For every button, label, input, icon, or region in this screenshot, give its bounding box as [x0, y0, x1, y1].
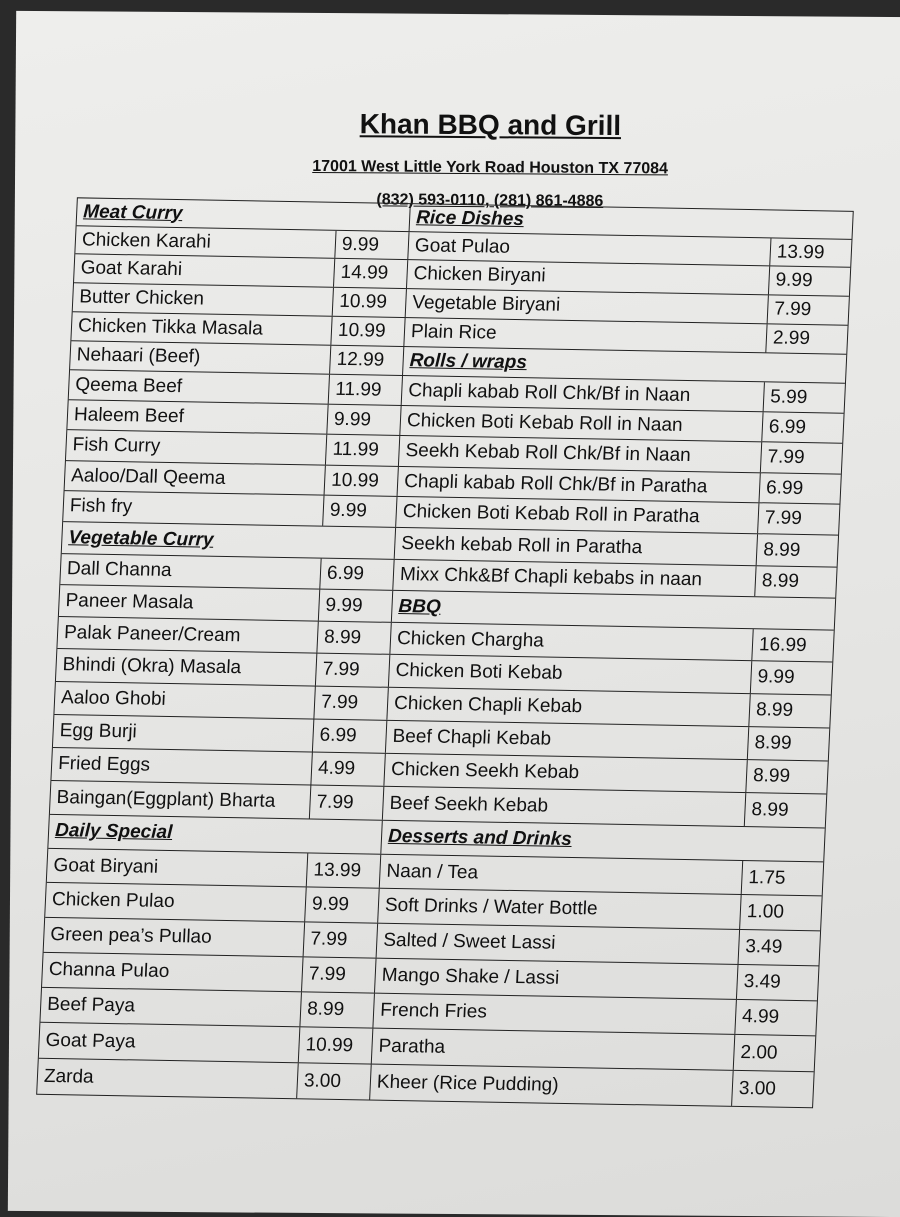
item-price: 7.99 [302, 957, 377, 992]
section-header: Rice Dishes [415, 206, 525, 230]
item-price: 7.99 [310, 786, 384, 820]
item-name: Salted / Sweet Lassi [377, 923, 740, 963]
item-price: 7.99 [764, 507, 803, 530]
item-name: Chicken Seekh Kebab [384, 754, 747, 793]
item-price: 8.99 [761, 570, 800, 592]
item-price: 4.99 [311, 752, 385, 786]
item-name: Paneer Masala [59, 585, 320, 620]
item-price: 1.00 [746, 901, 785, 923]
item-name: Chicken Boti Kebab [389, 655, 752, 693]
item-price: 9.99 [323, 496, 397, 527]
menu-paper [8, 11, 900, 1217]
item-name: Butter Chicken [73, 283, 334, 315]
item-name: Baingan(Eggplant) Bharta [50, 781, 311, 818]
menu-table [36, 197, 854, 1108]
item-price: 9.99 [327, 405, 401, 435]
item-price: 14.99 [334, 259, 408, 288]
item-name: Aaloo Ghobi [54, 682, 315, 718]
item-name: Chicken Tikka Masala [71, 312, 332, 345]
item-name: Bhindi (Okra) Masala [56, 649, 317, 685]
item-price: 2.99 [772, 327, 811, 349]
item-price: 11.99 [329, 375, 403, 405]
item-price: 5.99 [769, 386, 808, 408]
item-name: Chapli kabab Roll Chk/Bf in Naan [402, 376, 765, 411]
item-price: 9.99 [757, 666, 796, 689]
item-name: Chapli kabab Roll Chk/Bf in Paratha [398, 467, 761, 503]
item-price: 9.99 [319, 590, 393, 622]
item-name: Mixx Chk&Bf Chapli kebabs in naan [393, 560, 756, 597]
item-name: Chicken Pulao [45, 883, 306, 921]
item-price: 4.99 [741, 1006, 780, 1028]
item-name: Vegetable Biryani [406, 289, 769, 323]
item-price: 10.99 [333, 288, 407, 317]
restaurant-address: 17001 West Little York Road Houston TX 77084 [312, 157, 668, 178]
item-price: 10.99 [331, 317, 405, 346]
item-price: 8.99 [762, 538, 801, 561]
item-name: Goat Paya [39, 1023, 301, 1062]
item-name: Fish Curry [66, 431, 327, 465]
item-price: 3.49 [744, 935, 783, 958]
item-price: 9.99 [335, 231, 409, 260]
item-price: 8.99 [754, 731, 793, 754]
item-price: 6.99 [768, 416, 807, 438]
item-price: 7.99 [304, 922, 379, 957]
section-header: Daily Special [48, 815, 382, 854]
item-name: Goat Karahi [74, 255, 335, 287]
item-price: 13.99 [307, 853, 381, 888]
item-price: 12.99 [330, 346, 404, 376]
item-name: Mango Shake / Lassi [375, 958, 738, 998]
item-price: 3.00 [297, 1063, 372, 1099]
item-name: Qeema Beef [69, 371, 330, 404]
section-header: Rolls / wraps [409, 350, 528, 374]
item-name: Chicken Boti Kebab Roll in Naan [400, 406, 763, 441]
item-name: Naan / Tea [380, 855, 743, 895]
item-name: Zarda [37, 1059, 299, 1099]
item-price: 10.99 [325, 465, 399, 496]
item-name: Chicken Chargha [390, 623, 753, 660]
item-price: 11.99 [326, 435, 400, 466]
item-name: Kheer (Rice Pudding) [370, 1065, 734, 1106]
item-price: 3.00 [738, 1077, 777, 1100]
item-name: Chicken Boti Kebab Roll in Paratha [396, 497, 759, 533]
section-header: Meat Curry [77, 198, 411, 231]
item-name: Beef Seekh Kebab [383, 787, 746, 826]
item-name: Chicken Chapli Kebab [387, 688, 750, 726]
item-name: Goat Pulao [408, 232, 771, 266]
item-price: 13.99 [776, 241, 825, 263]
item-price: 6.99 [320, 558, 394, 590]
item-name: Goat Biryani [47, 849, 308, 887]
item-price: 8.99 [751, 798, 790, 821]
item-price: 7.99 [773, 298, 812, 320]
restaurant-phones: (832) 593-0110, (281) 861-4886 [376, 191, 604, 210]
section-header: Vegetable Curry [62, 523, 396, 559]
item-name: Palak Paneer/Cream [57, 617, 318, 653]
item-name: Aaloo/Dall Qeema [65, 461, 326, 495]
item-name: Plain Rice [404, 318, 767, 352]
section-header: Desserts and Drinks [387, 826, 573, 851]
item-name: Egg Burji [53, 715, 314, 752]
item-name: Haleem Beef [67, 400, 328, 434]
item-name: Paratha [372, 1029, 736, 1070]
item-name: Seekh Kebab Roll Chk/Bf in Naan [399, 436, 762, 472]
item-name: Seekh kebab Roll in Paratha [395, 528, 758, 565]
item-price: 16.99 [758, 634, 808, 656]
item-price: 8.99 [752, 765, 791, 787]
item-name: French Fries [373, 993, 737, 1034]
item-price: 6.99 [765, 476, 804, 499]
item-name: Channa Pulao [42, 952, 304, 991]
item-price: 2.00 [740, 1041, 778, 1064]
item-price: 8.99 [755, 699, 794, 721]
item-name: Fried Eggs [51, 748, 312, 785]
item-name: Dall Channa [60, 554, 321, 589]
item-name: Green pea’s Pullao [44, 918, 305, 956]
item-name: Chicken Karahi [75, 226, 336, 258]
item-name: Soft Drinks / Water Bottle [378, 889, 741, 929]
item-price: 1.75 [748, 866, 786, 889]
item-price: 10.99 [299, 1028, 374, 1064]
item-price: 9.99 [775, 269, 814, 292]
item-price: 3.49 [743, 970, 782, 993]
item-price: 7.99 [767, 446, 806, 469]
item-price: 6.99 [313, 719, 387, 752]
item-name: Nehaari (Beef) [70, 341, 331, 374]
item-price: 7.99 [314, 686, 388, 719]
item-price: 8.99 [317, 622, 391, 654]
item-price: 9.99 [305, 888, 380, 923]
item-name: Chicken Biryani [407, 260, 770, 294]
item-name: Fish fry [63, 492, 324, 527]
restaurant-name: Khan BBQ and Grill [359, 108, 622, 142]
section-header: BBQ [398, 595, 442, 618]
item-price: 8.99 [300, 992, 375, 1028]
item-name: Beef Paya [40, 988, 302, 1027]
item-name: Beef Chapli Kebab [386, 721, 749, 759]
item-price: 7.99 [316, 654, 390, 687]
